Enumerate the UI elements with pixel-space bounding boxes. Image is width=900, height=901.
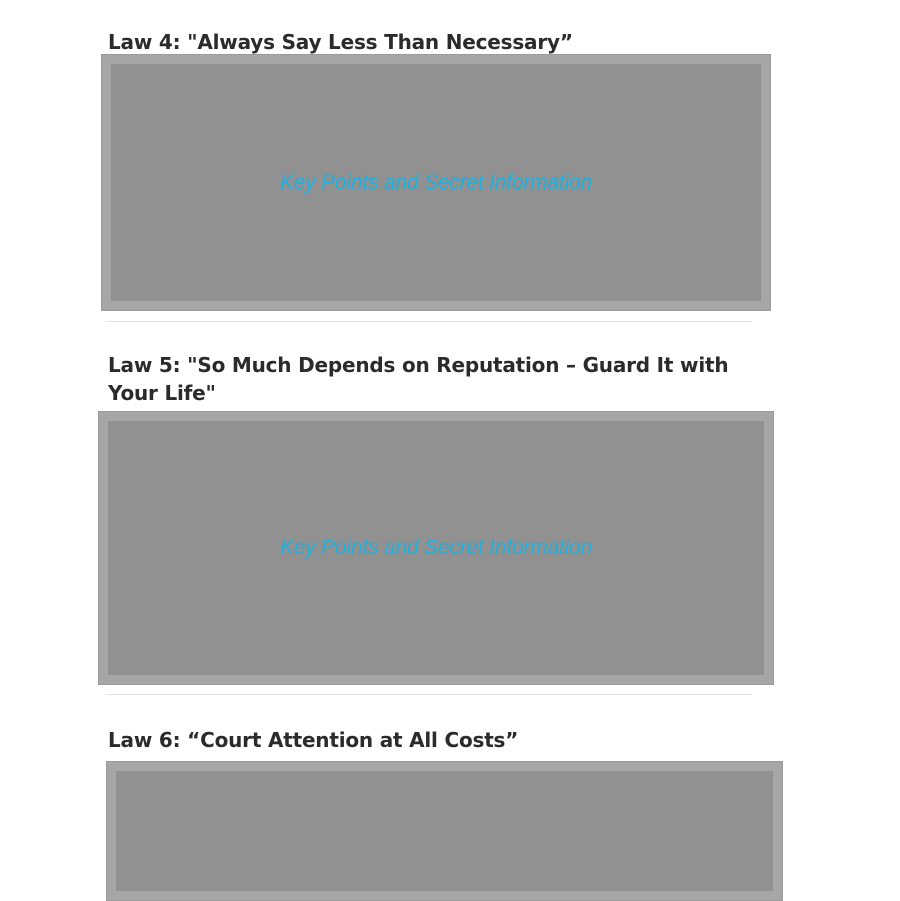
law-5-heading: Law 5: "So Much Depends on Reputation – Guard It with Your Life" (108, 353, 729, 405)
law-6-heading: Law 6: “Court Attention at All Costs” (108, 728, 519, 752)
law-4-overlay-text: Key Points and Secret Information (279, 170, 593, 194)
law-6-redacted-box[interactable] (106, 761, 783, 901)
law-6-redacted-inner (116, 771, 773, 891)
law-4-redacted-box[interactable] (101, 54, 771, 311)
law-5-redacted-box[interactable] (98, 411, 774, 685)
section-divider (106, 321, 752, 322)
law-4-redacted-inner (111, 64, 761, 301)
law-5-redacted-inner (108, 421, 764, 675)
law-4-heading: Law 4: "Always Say Less Than Necessary” (108, 30, 573, 54)
section-divider (106, 694, 752, 695)
law-5-overlay-text: Key Points and Secret Information (279, 536, 593, 559)
